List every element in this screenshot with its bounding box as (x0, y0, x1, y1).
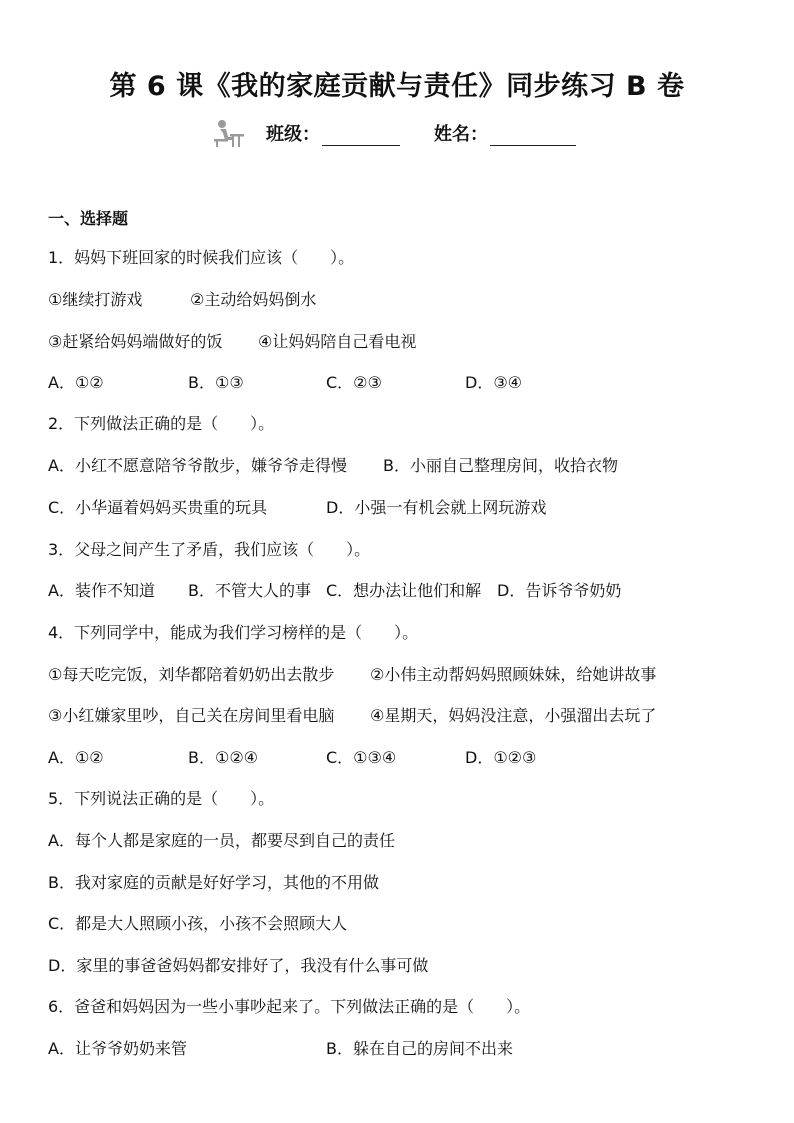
q4-item-1: ①每天吃完饭，刘华都陪着奶奶出去散步 (48, 665, 335, 684)
q4-item-2: ②小伟主动帮妈妈照顾妹妹，给她讲故事 (370, 665, 657, 684)
q6-option-a[interactable]: A．让爷爷奶奶来管 (48, 1039, 187, 1058)
q3-option-b[interactable]: B．不管大人的事 (188, 581, 311, 600)
q4-item-3: ③小红嫌家里吵，自己关在房间里看电脑 (48, 706, 335, 725)
q4-option-a[interactable]: A．①② (48, 748, 104, 767)
class-label: 班级： (266, 124, 320, 145)
q3-option-c[interactable]: C．想办法让他们和解 (326, 581, 482, 600)
q1-item-4: ④让妈妈陪自己看电视 (258, 332, 417, 351)
q2-option-d[interactable]: D．小强一有机会就上网玩游戏 (326, 498, 547, 517)
q5-option-c[interactable]: C．都是大人照顾小孩，小孩不会照顾大人 (48, 914, 348, 933)
student-info-row (210, 118, 576, 148)
name-field (434, 120, 576, 146)
page-title: 第 6 课《我的家庭贡献与责任》同步练习 B 卷 (109, 71, 685, 102)
q5-stem: 5．下列说法正确的是（ ）。 (48, 789, 275, 808)
q1-item-3: ③赶紧给妈妈端做好的饭 (48, 332, 223, 351)
q1-item-1: ①继续打游戏 (48, 290, 143, 309)
name-blank[interactable] (490, 125, 576, 146)
q4-option-d[interactable]: D．①②③ (465, 748, 537, 767)
name-label: 姓名： (434, 124, 488, 145)
q4-item-4: ④星期天，妈妈没注意，小强溜出去玩了 (370, 706, 657, 725)
section-heading: 一、选择题 (48, 209, 129, 228)
q1-stem: 1．妈妈下班回家的时候我们应该（ ）。 (48, 248, 355, 267)
q6-option-b[interactable]: B．躲在自己的房间不出来 (326, 1039, 513, 1058)
q2-stem: 2．下列做法正确的是（ ）。 (48, 414, 275, 433)
class-blank[interactable] (322, 125, 400, 146)
q3-stem: 3．父母之间产生了矛盾，我们应该（ ）。 (48, 540, 371, 559)
q5-option-a[interactable]: A．每个人都是家庭的一员，都要尽到自己的责任 (48, 831, 395, 850)
desk-student-icon (210, 118, 246, 148)
q2-option-b[interactable]: B．小丽自己整理房间，收拾衣物 (383, 456, 618, 475)
q1-option-a[interactable]: A．①② (48, 373, 104, 392)
q4-option-c[interactable]: C．①③④ (326, 748, 397, 767)
q1-option-d[interactable]: D．③④ (465, 373, 523, 392)
q6-stem: 6．爸爸和妈妈因为一些小事吵起来了。下列做法正确的是（ ）。 (48, 997, 531, 1016)
q4-stem: 4．下列同学中，能成为我们学习榜样的是（ ）。 (48, 623, 419, 642)
q1-option-b[interactable]: B．①③ (188, 373, 244, 392)
q1-item-2: ②主动给妈妈倒水 (190, 290, 317, 309)
q2-option-c[interactable]: C．小华逼着妈妈买贵重的玩具 (48, 498, 268, 517)
q2-option-a[interactable]: A．小红不愿意陪爷爷散步，嫌爷爷走得慢 (48, 456, 347, 475)
q1-option-c[interactable]: C．②③ (326, 373, 382, 392)
q3-option-d[interactable]: D．告诉爷爷奶奶 (497, 581, 622, 600)
q5-option-d[interactable]: D．家里的事爸爸妈妈都安排好了，我没有什么事可做 (48, 956, 429, 975)
class-field (266, 120, 434, 146)
q4-option-b[interactable]: B．①②④ (188, 748, 259, 767)
q5-option-b[interactable]: B．我对家庭的贡献是好好学习，其他的不用做 (48, 873, 379, 892)
q3-option-a[interactable]: A．装作不知道 (48, 581, 155, 600)
